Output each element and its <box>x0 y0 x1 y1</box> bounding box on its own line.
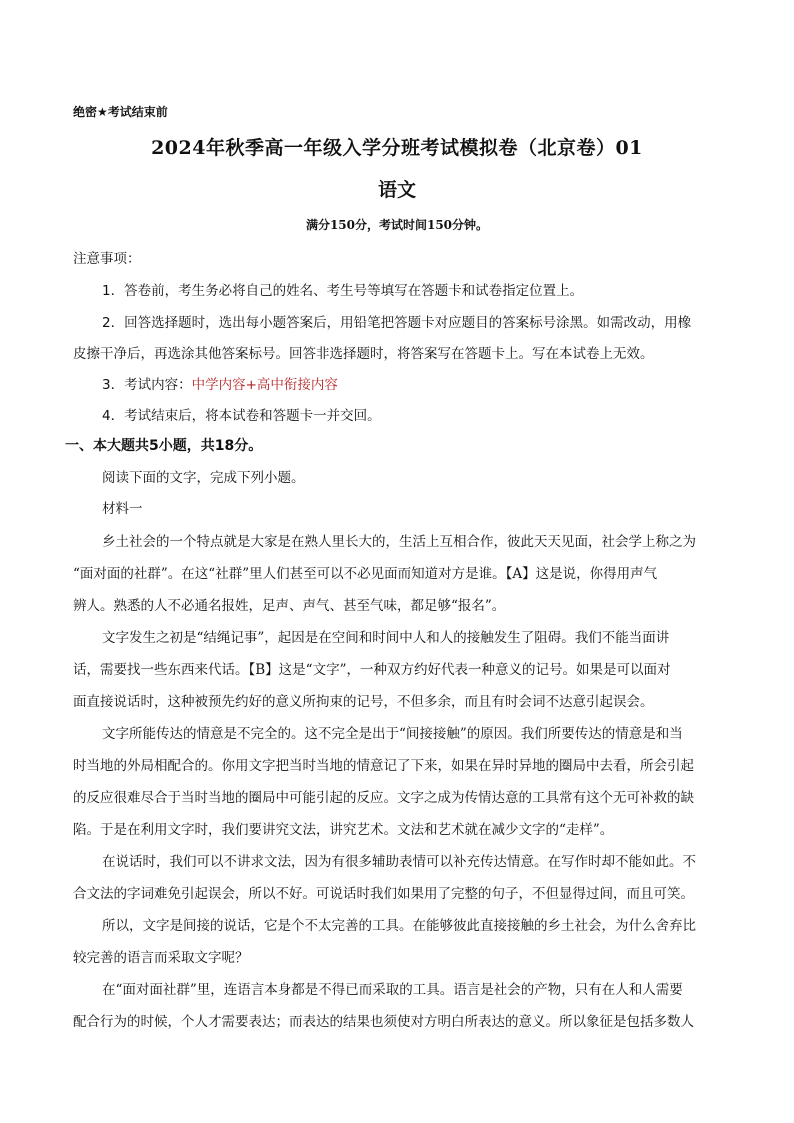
secret-mark: 绝密★考试结束前 <box>73 105 168 119</box>
notice-item-1: 1．答卷前，考生务必将自己的姓名、考生号等填写在答题卡和试卷指定位置上。 <box>102 283 584 299</box>
passage-line: 文字发生之初是“结绳记事”，起因是在空间和时间中人和人的接触发生了阻碍。我们不能当面讲 <box>102 630 670 646</box>
passage-line: 配合行为的时候，个人才需要表达；而表达的结果也须使对方明白所表达的意义。所以象征是包括多数人 <box>73 1014 694 1030</box>
passage-line: 乡土社会的一个特点就是大家是在熟人里长大的，生活上互相合作，彼此天天见面，社会学上称之为 <box>102 534 696 550</box>
passage-line: 文字所能传达的情意是不完全的。这不完全是出于“间接接触”的原因。我们所要传达的情意是和当 <box>102 726 683 742</box>
notice-item-3-prefix: 3．考试内容： <box>102 377 192 393</box>
passage-line: 在说话时，我们可以不讲求文法，因为有很多辅助表情可以补充传达情意。在写作时却不能如此。不 <box>102 854 696 870</box>
notice-item-4: 4．考试结束后，将本试卷和答题卡一并交回。 <box>102 408 381 424</box>
passage-line: 面直接说话时，这种被预先约好的意义所拘束的记号，不但多余，而且有时会词不达意引起误会。 <box>73 694 654 710</box>
subject-title: 语文 <box>377 179 416 201</box>
section-1-heading: 一、本大题共5小题，共18分。 <box>65 438 263 454</box>
passage-line: 话，需要找一些东西来代话。【B】这是“文字”，一种双方约好代表一种意义的记号。如果是可以面对 <box>73 662 671 678</box>
passage-line: 陷。于是在利用文字时，我们要讲究文法，讲究艺术。文法和艺术就在减少文字的“走样”。 <box>73 822 614 838</box>
notice-item-2-line-2: 皮擦干净后，再选涂其他答案标号。回答非选择题时，将答案写在答题卡上。写在本试卷上无效。 <box>73 346 654 362</box>
section-1-instruction: 阅读下面的文字，完成下列小题。 <box>102 470 305 486</box>
passage-line: 合文法的字词难免引起误会，所以不好。可说话时我们如果用了完整的句子，不但显得过间，而且可笑。 <box>73 886 694 902</box>
exam-title: 2024年秋季高一年级入学分班考试模拟卷（北京卷）01 <box>151 137 643 159</box>
notice-heading: 注意事项： <box>73 251 141 267</box>
passage-line: 较完善的语言而采取文字呢？ <box>73 950 249 966</box>
score-info: 满分150分，考试时间150分钟。 <box>305 218 489 232</box>
material-label: 材料一 <box>102 501 143 517</box>
passage-line: “面对面的社群”。在这“社群”里人们甚至可以不必见面而知道对方是谁。【A】这是说，你得用声气 <box>73 566 658 582</box>
notice-item-3 <box>102 373 338 393</box>
passage-line: 在“面对面社群”里，连语言本身都是不得已而采取的工具。语言是社会的产物，只有在人和人需要 <box>102 982 683 998</box>
notice-item-2-line-1: 2．回答选择题时，选出每小题答案后，用铅笔把答题卡对应题目的答案标号涂黑。如需改动，用橡 <box>102 315 692 331</box>
passage-line: 的反应很难尽合于当时当地的圈局中可能引起的反应。文字之成为传情达意的工具常有这个无可补救的缺 <box>73 790 694 806</box>
notice-item-3-content: 中学内容+高中衔接内容 <box>191 377 338 393</box>
passage-line: 辨人。熟悉的人不必通名报姓，足声、声气、甚至气味，都足够“报名”。 <box>73 598 506 614</box>
passage-line: 时当地的外局相配合的。你用文字把当时当地的情意记了下来，如果在异时异地的圈局中去看，所会引起 <box>73 758 694 774</box>
passage-line: 所以，文字是间接的说话，它是个不太完善的工具。在能够彼此直接接触的乡土社会，为什么舍弃比 <box>102 918 696 934</box>
